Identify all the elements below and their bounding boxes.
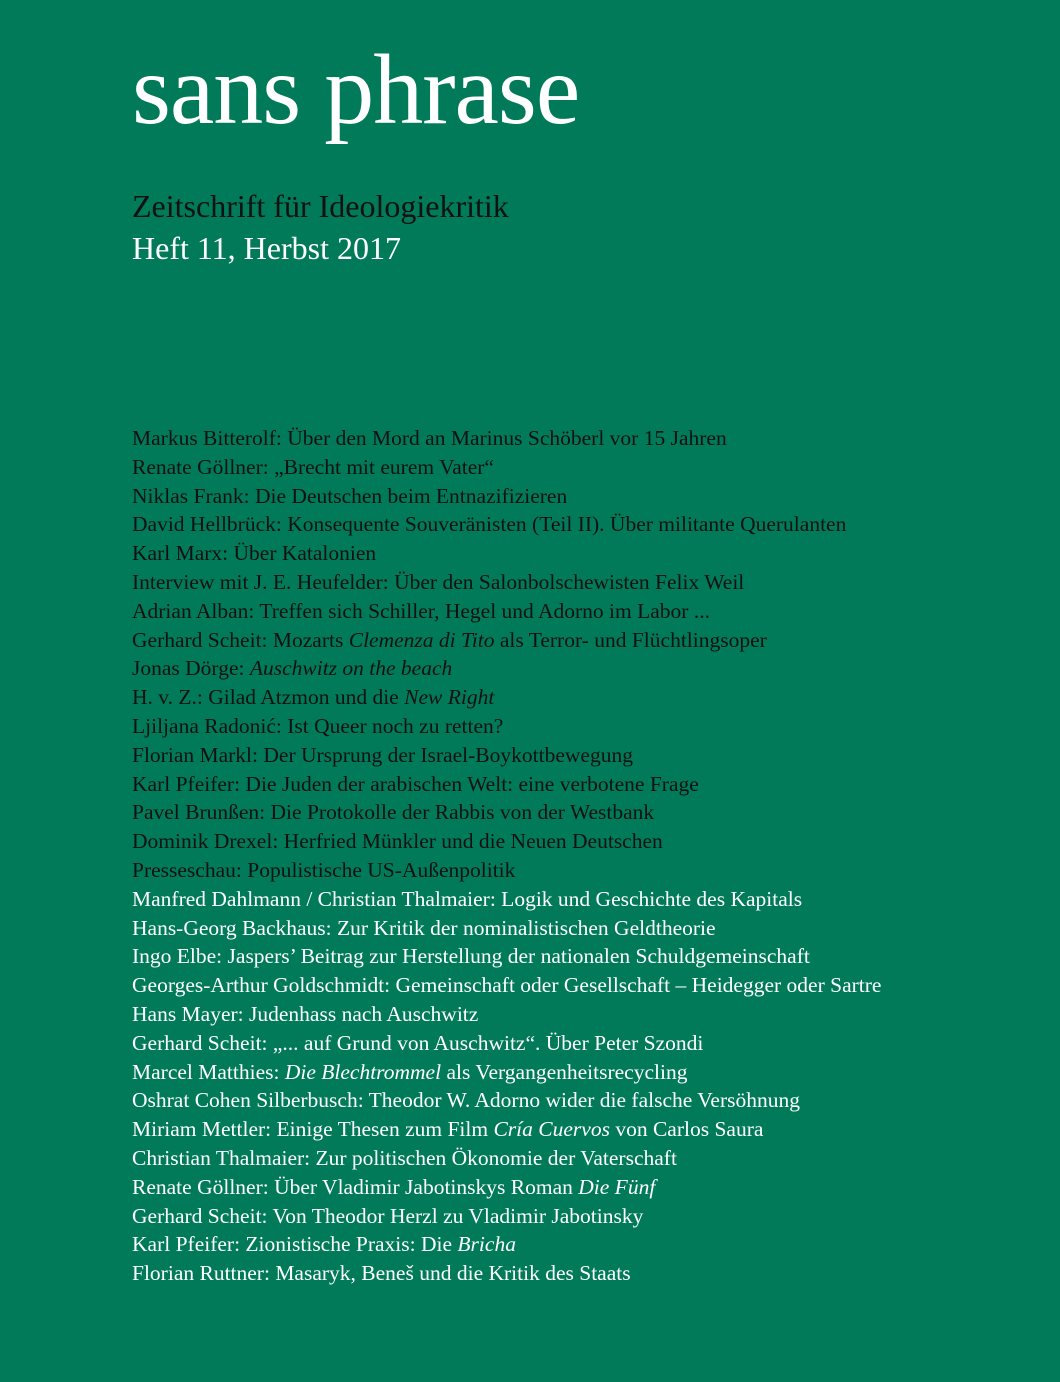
toc-entry [132,424,1032,453]
toc-entry [132,568,1032,597]
toc-entry-title-italic: Die Blechtrommel [284,1059,442,1084]
toc-entry-text: Niklas Frank: Die Deutschen beim Entnazifizieren [132,483,568,508]
toc-entry-title-italic: Cría Cuervos [493,1117,610,1142]
toc-entry [132,942,1032,971]
toc-entry [132,712,1032,741]
toc-entry [132,1202,1032,1231]
toc-entry [132,1173,1032,1202]
toc-entry [132,856,1032,885]
toc-entry [132,798,1032,827]
toc-entry-text: Georges-Arthur Goldschmidt: Gemeinschaft oder Gesellschaft – Heidegger oder Sartre [132,973,882,998]
toc-entry [132,741,1032,770]
toc-entry [132,654,1032,683]
toc-entry-text: Florian Ruttner: Masaryk, Beneš und die Kritik des Staats [132,1261,631,1286]
toc-entry-text: Miriam Mettler: Einige Thesen zum Film [132,1117,494,1142]
toc-entry-text: Christian Thalmaier: Zur politischen Ökonomie der Vaterschaft [132,1145,677,1170]
toc-entry-text: Renate Göllner: Über Vladimir Jabotinskys Roman [132,1174,579,1199]
toc-entry-text: Gerhard Scheit: Mozarts [132,627,349,652]
toc-entry [132,597,1032,626]
toc-entry-text: von Carlos Saura [609,1117,764,1142]
toc-entry [132,1259,1032,1288]
toc-entry [132,1058,1032,1087]
toc-entry [132,770,1032,799]
toc-entry-text: Karl Marx: Über Katalonien [132,541,377,566]
toc-entry [132,1086,1032,1115]
toc-entry-text: Ingo Elbe: Jaspers’ Beitrag zur Herstellung der nationalen Schuldgemeinschaft [132,944,810,969]
toc-entry-text: Markus Bitterolf: Über den Mord an Marinus Schöberl vor 15 Jahren [132,426,727,450]
toc-entry-title-italic: Auschwitz on the beach [249,656,453,681]
toc-entry-text: als Terror- und Flüchtlingsoper [494,627,767,652]
toc-entry-text: Hans Mayer: Judenhass nach Auschwitz [132,1001,479,1026]
toc-entry [132,510,1032,539]
toc-entry [132,1029,1032,1058]
toc-entry-text: Dominik Drexel: Herfried Münkler und die Neuen Deutschen [132,829,663,854]
toc-entry [132,827,1032,856]
toc-entry [132,1230,1032,1259]
issue-label: Heft 11, Herbst 2017 [132,230,401,266]
toc-entry-text: Hans-Georg Backhaus: Zur Kritik der nominalistischen Geldtheorie [132,915,716,940]
toc-entry-text: Presseschau: Populistische US-Außenpolitik [132,857,516,882]
table-of-contents [132,424,1032,1288]
toc-entry-text: Manfred Dahlmann / Christian Thalmaier: Logik und Geschichte des Kapitals [132,886,803,911]
toc-entry-text: Oshrat Cohen Silberbusch: Theodor W. Adorno wider die falsche Versöhnung [132,1088,800,1113]
toc-entry [132,885,1032,914]
toc-entry-text: Interview mit J. E. Heufelder: Über den Salonbolschewisten Felix Weil [132,569,745,594]
toc-entry-text: Gerhard Scheit: Von Theodor Herzl zu Vladimir Jabotinsky [132,1203,644,1228]
toc-entry-text: Florian Markl: Der Ursprung der Israel-Boykottbewegung [132,742,633,767]
toc-entry [132,453,1032,482]
toc-entry-title-italic: Bricha [457,1232,516,1257]
toc-entry [132,482,1032,511]
toc-entry-title-italic: Clemenza di Tito [348,627,495,652]
toc-entry-title-italic: Die Fünf [578,1174,656,1199]
toc-entry-text: David Hellbrück: Konsequente Souveränisten (Teil II). Über militante Querulanten [132,512,847,537]
toc-entry [132,971,1032,1000]
journal-title: sans phrase [132,34,580,145]
toc-entry-text: Karl Pfeifer: Die Juden der arabischen Welt: eine verbotene Frage [132,771,699,796]
toc-entry [132,1144,1032,1173]
toc-entry-text: Ljiljana Radonić: Ist Queer noch zu retten? [132,713,504,738]
toc-entry [132,914,1032,943]
toc-entry-title-italic: New Right [404,685,495,710]
toc-entry-text: Adrian Alban: Treffen sich Schiller, Hegel und Adorno im Labor ... [132,598,710,623]
toc-entry [132,539,1032,568]
toc-entry-text: Pavel Brunßen: Die Protokolle der Rabbis von der Westbank [132,800,655,825]
toc-entry-text: Jonas Dörge: [132,656,250,681]
toc-entry [132,1115,1032,1144]
journal-subtitle: Zeitschrift für Ideologiekritik [132,188,509,224]
toc-entry-text: H. v. Z.: Gilad Atzmon und die [132,685,405,710]
toc-entry-text: Gerhard Scheit: „... auf Grund von Auschwitz“. Über Peter Szondi [132,1030,704,1055]
toc-entry [132,626,1032,655]
toc-entry-text: Karl Pfeifer: Zionistische Praxis: Die [132,1232,458,1257]
toc-entry-text: Marcel Matthies: [132,1059,285,1084]
toc-entry [132,683,1032,712]
toc-entry-text: als Vergangenheitsrecycling [441,1059,688,1084]
toc-entry [132,1000,1032,1029]
toc-entry-text: Renate Göllner: „Brecht mit eurem Vater“ [132,454,494,479]
